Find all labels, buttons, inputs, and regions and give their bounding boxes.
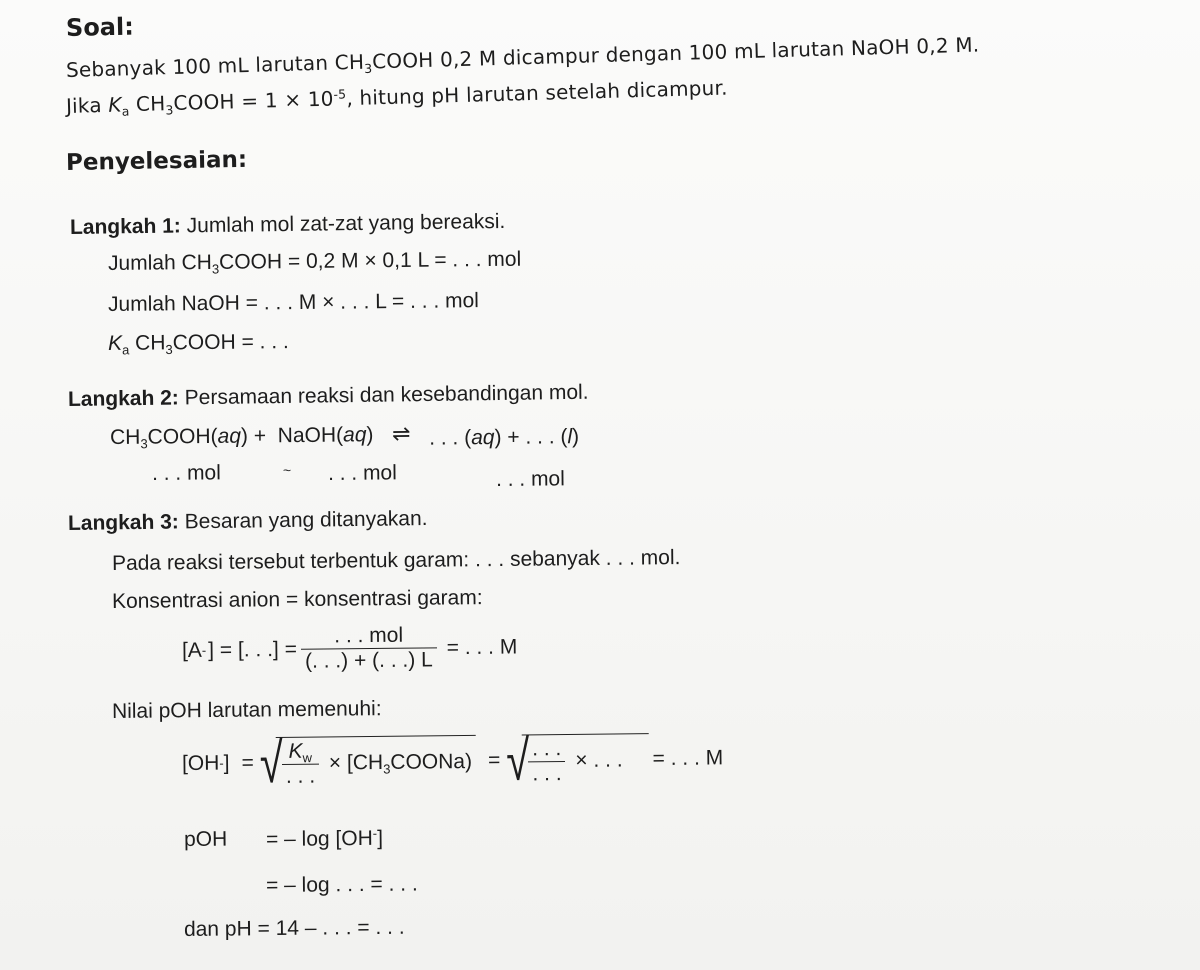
question-heading: Soal: <box>65 12 135 42</box>
numerator <box>282 740 319 765</box>
text: ] <box>377 826 384 850</box>
radical-icon: √ <box>259 730 284 795</box>
subscript: 3 <box>165 341 173 357</box>
text: ) <box>494 425 502 449</box>
text: ) <box>571 425 580 449</box>
text: COOH( <box>147 424 218 449</box>
subscript: 3 <box>165 102 174 118</box>
text: Sebanyak 100 mL larutan CH <box>65 49 365 82</box>
text: COOH = 0,2 M × 0,1 L = . . . mol <box>218 247 522 274</box>
text: NaOH( <box>277 423 344 448</box>
step3-line-3: Nilai pOH larutan memenuhi: <box>111 697 382 723</box>
subscript: a <box>121 103 130 119</box>
step1-line-3 <box>108 330 289 356</box>
text: . . . ( <box>525 425 568 449</box>
subscript: w <box>302 750 313 766</box>
subscript: a <box>121 342 130 358</box>
solution-heading: Penyelesaian: <box>65 146 248 176</box>
text: × [CH <box>328 750 384 775</box>
numerator: . . . <box>528 737 565 762</box>
subscript: 3 <box>211 261 220 277</box>
text: , hitung pH larutan setelah dicampur. <box>346 75 728 111</box>
subscript: 3 <box>383 761 391 777</box>
text: Jumlah CH <box>107 250 212 275</box>
radical-icon: √ <box>505 728 530 793</box>
anion-concentration-equation <box>182 622 518 675</box>
radicand <box>522 733 649 786</box>
text: [A <box>181 638 202 662</box>
step-label: Langkah 2: <box>67 386 180 411</box>
text: COOH 0,2 M dicampur dengan 100 mL larutan NaOH 0,2 M. <box>371 32 980 74</box>
square-root-2 <box>505 728 649 793</box>
step3-line-2: Konsentrasi anion = konsentrasi garam: <box>111 586 483 613</box>
equilibrium-arrow-icon: ⇌ <box>391 420 411 447</box>
phase: aq <box>217 424 242 448</box>
superscript: - <box>372 825 378 841</box>
step-title: Jumlah mol zat-zat yang bereaksi. <box>180 209 506 238</box>
step-label: Langkah 1: <box>69 214 182 239</box>
poh-line-2: = – log . . . = . . . <box>265 872 418 897</box>
text: × . . . <box>575 748 623 772</box>
step1-line-1 <box>108 248 521 276</box>
phase: aq <box>342 423 367 447</box>
radicand <box>276 735 477 789</box>
numerator: . . . mol <box>301 623 437 649</box>
text: COOH = 1 × 10 <box>173 86 334 115</box>
ka-symbol: K <box>107 331 123 355</box>
step3-heading <box>68 507 428 536</box>
kw-symbol: K <box>288 739 303 763</box>
denominator: (. . .) + (. . .) L <box>304 648 433 673</box>
square-root-1 <box>259 730 477 795</box>
ph-line: dan pH = 14 – . . . = . . . <box>183 915 405 941</box>
mol-ratio-1: . . . mol <box>151 461 221 485</box>
hydroxide-equation <box>181 728 724 795</box>
plus: + <box>501 425 526 449</box>
step2-heading <box>68 381 589 412</box>
mol-ratio-2: . . . mol <box>327 461 397 485</box>
products <box>429 425 579 450</box>
text: ] <box>223 751 230 775</box>
text: CH <box>129 331 166 355</box>
subscript: 3 <box>140 436 148 452</box>
question-line-2 <box>66 76 728 118</box>
text: ) <box>366 423 374 447</box>
fraction <box>528 737 566 786</box>
step-label: Langkah 3: <box>67 510 180 535</box>
text: = . . . M <box>446 634 518 659</box>
text: [OH <box>181 751 220 775</box>
text: CH <box>109 425 141 449</box>
text: = – log [OH <box>265 826 373 851</box>
fraction <box>301 623 437 673</box>
text: COOH = . . . <box>172 330 289 355</box>
poh-line-1 <box>266 827 383 852</box>
denominator: . . . <box>532 762 562 786</box>
phase: aq <box>471 425 495 450</box>
ka-symbol: K <box>107 92 122 117</box>
denominator: . . . <box>285 764 316 788</box>
step3-line-1: Pada reaksi tersebut terbentuk garam: . . . sebanyak . . . mol. <box>111 546 681 575</box>
plus: + <box>247 424 273 448</box>
exponent: -5 <box>333 86 347 102</box>
subscript: 3 <box>364 60 373 76</box>
reaction-equation <box>110 419 579 450</box>
text: ] = [. . .] = <box>208 637 298 662</box>
text: . . . ( <box>429 426 472 450</box>
text: COONa) <box>390 750 473 774</box>
equals: = <box>241 751 254 775</box>
step-title: Besaran yang ditanyakan. <box>178 506 428 534</box>
phase: l <box>567 425 573 449</box>
step1-heading <box>70 210 506 240</box>
text: ) <box>240 424 249 448</box>
mol-ratio-3: . . . mol <box>495 467 565 491</box>
text: CH <box>129 91 166 117</box>
poh-label: pOH <box>183 827 228 851</box>
text: Jika <box>65 92 109 118</box>
equals: = <box>487 748 501 772</box>
question-line-1 <box>66 32 980 82</box>
fraction <box>282 740 320 789</box>
step-title: Persamaan reaksi dan kesebandingan mol. <box>178 380 589 410</box>
mol-ratio-tilde: ~ <box>282 461 292 478</box>
step1-line-2: Jumlah NaOH = . . . M × . . . L = . . . mol <box>107 289 480 316</box>
text: = . . . M <box>652 746 724 771</box>
